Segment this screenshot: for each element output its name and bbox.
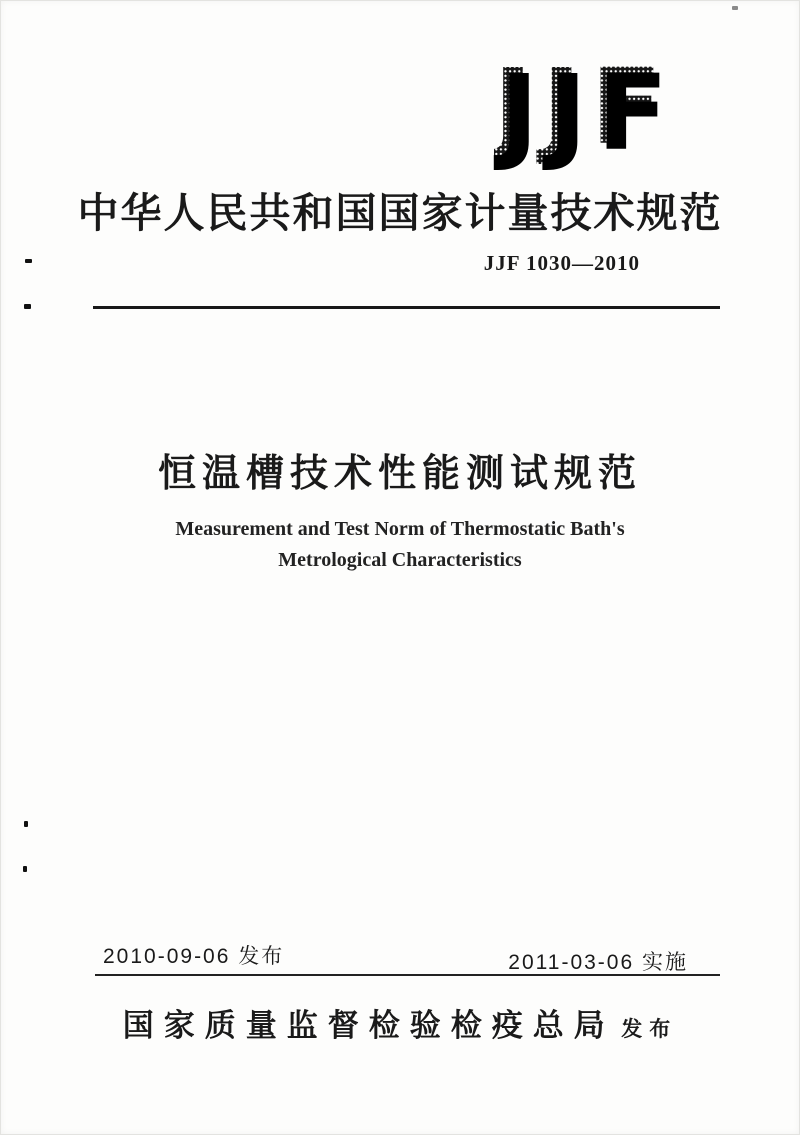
- publisher-line: [0, 1000, 800, 1045]
- top-horizontal-rule: [93, 306, 720, 309]
- bottom-horizontal-rule: [95, 974, 720, 976]
- spec-number: JJF 1030—2010: [483, 251, 640, 275]
- document-title-en-line1: Measurement and Test Norm of Thermostatic Bath's: [175, 518, 625, 540]
- scan-speck: [24, 821, 28, 827]
- document-title-zh: 恒温槽技术性能测试规范: [157, 453, 642, 495]
- publisher-action-label: 发布: [621, 1018, 678, 1041]
- document-title-en-line2: Metrological Characteristics: [278, 549, 522, 571]
- scan-speck: [24, 304, 31, 309]
- implement-date: 2011-03-06 实施: [508, 951, 688, 974]
- publisher-name: 国家质量监督检验检疫总局: [122, 1008, 615, 1043]
- issue-date: 2010-09-06 发布: [103, 945, 285, 968]
- document-title-en: [0, 514, 800, 576]
- scan-speck: [732, 6, 738, 10]
- scan-speck: [25, 259, 32, 263]
- jjf-logo-text: JJF: [493, 46, 672, 168]
- jjf-logo: [493, 46, 672, 168]
- scan-speck: [23, 866, 27, 872]
- series-title: 中华人民共和国国家计量技术规范: [77, 190, 723, 236]
